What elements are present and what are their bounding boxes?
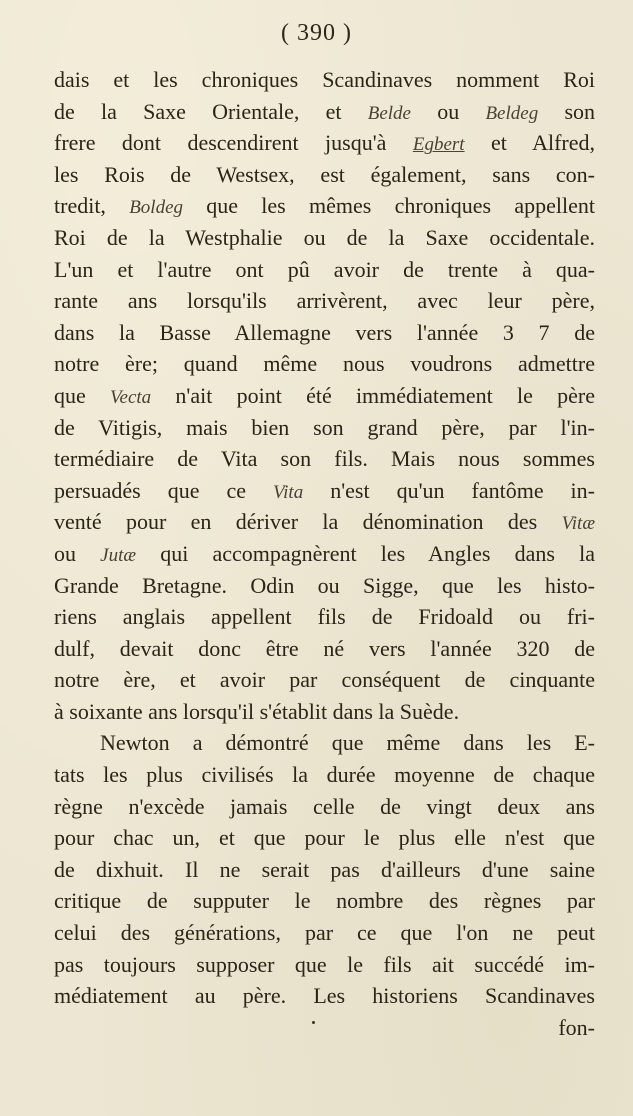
- text-run: ou: [54, 540, 101, 566]
- text-line: [54, 696, 595, 728]
- text-line: [54, 127, 595, 159]
- text-run: et Alfred,: [464, 130, 595, 156]
- ink-spot: [312, 1021, 315, 1024]
- italic-name: Vecta: [110, 386, 152, 408]
- text-line: [54, 475, 595, 507]
- text-line: [54, 570, 595, 602]
- text-run: Roi de la Westphalie ou de la Saxe occidentale.: [54, 224, 595, 250]
- text-line: [54, 917, 595, 949]
- text-line: [54, 854, 595, 886]
- text-run: règne n'excède jamais celle de vingt deux ans: [54, 793, 595, 819]
- text-line: [54, 885, 595, 917]
- text-line: [54, 96, 595, 128]
- italic-name: Vita: [272, 481, 304, 503]
- text-line: [54, 506, 595, 538]
- text-line: [54, 538, 595, 570]
- italic-name: Beldeg: [485, 102, 539, 124]
- text-line: [54, 791, 595, 823]
- italic-name: Vitæ: [561, 513, 595, 535]
- italic-name: Jutæ: [100, 544, 137, 566]
- text-line: [54, 159, 595, 191]
- text-run: venté pour en dériver la dénomination des: [54, 509, 562, 535]
- text-line: [54, 949, 595, 981]
- catchword: fon-: [558, 1014, 595, 1040]
- text-run: n'est qu'un fantôme in-: [303, 477, 595, 503]
- text-run: tredit,: [54, 193, 130, 219]
- text-run: pour chac un, et que pour le plus elle n'est que: [54, 825, 595, 851]
- text-run: riens anglais appellent fils de Fridoald ou fri-: [54, 604, 595, 630]
- text-run: les Rois de Westsex, est également, sans con-: [54, 161, 595, 187]
- text-run: Grande Bretagne. Odin ou Sigge, que les histo-: [54, 572, 595, 598]
- text-run: notre ère, et avoir par conséquent de cinquante: [54, 667, 595, 693]
- text-run: persuadés que ce: [54, 477, 273, 503]
- text-run: dais et les chroniques Scandinaves nomment Roi: [54, 67, 595, 92]
- text-line: [54, 412, 595, 444]
- text-line: [54, 190, 595, 222]
- text-run: à soixante ans lorsqu'il s'établit dans la Suède.: [54, 698, 460, 724]
- text-run: de dixhuit. Il ne serait pas d'ailleurs d'une saine: [54, 856, 595, 882]
- text-run: tats les plus civilisés la durée moyenne de chaque: [54, 762, 595, 788]
- text-run: critique de supputer le nombre des règnes par: [54, 888, 595, 914]
- text-line: [54, 601, 595, 633]
- text-line: [54, 664, 595, 696]
- text-run: dans la Basse Allemagne vers l'année 3 7 de: [54, 319, 595, 345]
- text-line: [54, 380, 595, 412]
- text-line: [54, 443, 595, 475]
- text-run: qui accompagnèrent les Angles dans la: [136, 540, 595, 566]
- text-line: [54, 759, 595, 791]
- text-run: ou: [411, 98, 486, 124]
- text-line: [54, 633, 595, 665]
- italic-name: Boldeg: [129, 197, 184, 219]
- text-run: que les mêmes chroniques appellent: [183, 193, 595, 219]
- text-run: frere dont descendirent jusqu'à: [54, 130, 413, 156]
- body-text: [54, 64, 595, 1043]
- text-run: de Vitigis, mais bien son grand père, par l'in-: [54, 414, 595, 440]
- text-run: pas toujours supposer que le fils ait succédé im-: [54, 951, 595, 977]
- text-run: n'ait point été immédiatement le père: [151, 382, 596, 408]
- text-run: médiatement au père. Les historiens Scandinaves: [54, 983, 595, 1009]
- text-run: notre ère; quand même nous voudrons admettre: [54, 351, 595, 377]
- text-run: termédiaire de Vita son fils. Mais nous sommes: [54, 446, 595, 472]
- text-run: Newton a démontré que même dans les E-: [100, 730, 595, 756]
- text-line: [54, 254, 595, 286]
- text-run: L'un et l'autre ont pû avoir de trente à qua-: [54, 256, 595, 282]
- text-line: [54, 222, 595, 254]
- text-line: [54, 317, 595, 349]
- text-line: [54, 348, 595, 380]
- text-run: que: [54, 382, 111, 408]
- text-line: [54, 822, 595, 854]
- text-run: rante ans lorsqu'ils arrivèrent, avec leur père,: [54, 288, 595, 314]
- text-line: [54, 980, 595, 1012]
- text-line: [54, 64, 595, 96]
- text-run: dulf, devait donc être né vers l'année 320 de: [54, 635, 595, 661]
- text-run: de la Saxe Orientale, et: [54, 98, 368, 124]
- text-run: celui des générations, par ce que l'on ne peut: [54, 920, 595, 946]
- text-run: son: [538, 98, 596, 124]
- page-number: ( 390 ): [281, 20, 352, 46]
- italic-name: Belde: [367, 102, 411, 124]
- text-line: [54, 285, 595, 317]
- text-line: [54, 727, 595, 759]
- italic-name: Egbert: [412, 134, 465, 156]
